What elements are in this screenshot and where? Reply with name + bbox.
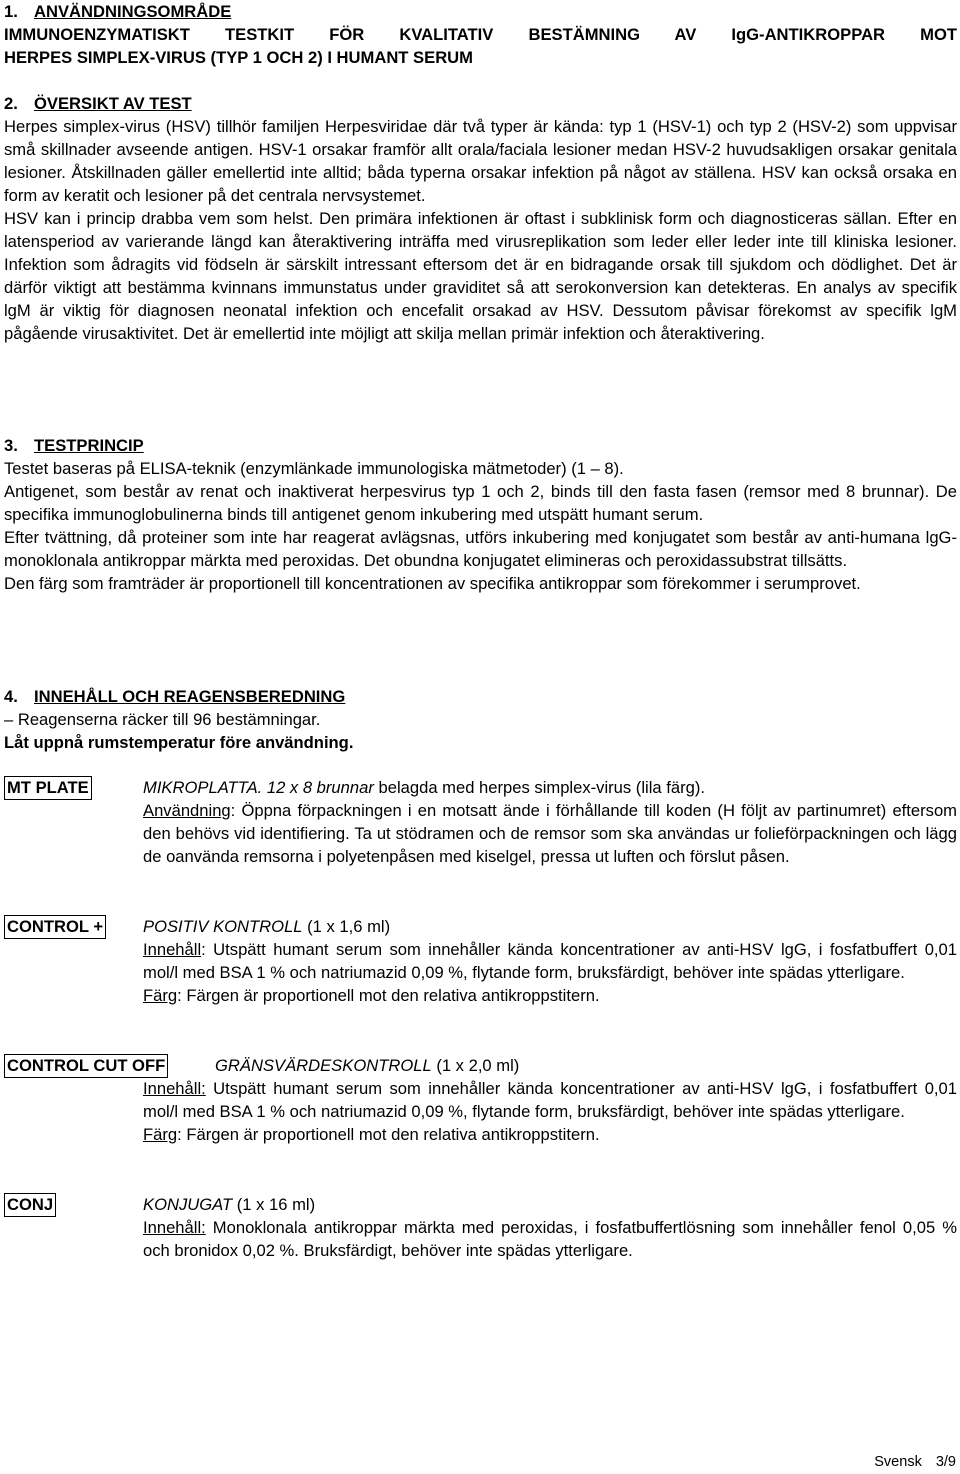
reagent-name: MIKROPLATTA. bbox=[143, 778, 263, 797]
reagent-count-note: – Reagenserna räcker till 96 bestämningar. bbox=[4, 710, 321, 729]
reagent-title-line bbox=[143, 1193, 957, 1216]
section-3-heading bbox=[4, 434, 957, 457]
content-label: Innehåll: bbox=[143, 1079, 206, 1098]
section-title: ANVÄNDNINGSOMRÅDE bbox=[34, 2, 232, 21]
reagent-desc: belagda med herpes simplex-virus (lila färg). bbox=[373, 778, 705, 797]
section-4-heading bbox=[4, 685, 957, 708]
page-footer bbox=[874, 1451, 956, 1474]
section-number: 4. bbox=[4, 687, 18, 706]
section-3 bbox=[4, 434, 957, 595]
product-title-line-1: IMMUNOENZYMATISKT TESTKIT FÖR KVALITATIV BESTÄMNING AV IgG-ANTIKROPPAR MOT bbox=[4, 25, 957, 44]
section-2 bbox=[4, 92, 957, 345]
principle-paragraph-1: Testet baseras på ELISA-teknik (enzymlänkade immunologiska mätmetoder) (1 – 8). bbox=[4, 459, 624, 478]
section-1-heading bbox=[4, 0, 957, 23]
reagent-symbol-label: MT PLATE bbox=[4, 776, 92, 800]
footer-language: Svensk bbox=[874, 1454, 922, 1470]
reagent-title-line bbox=[143, 915, 957, 938]
principle-paragraph-4: Den färg som framträder är proportionell till koncentrationen av specifika antikroppar som förekommer i serumprovet. bbox=[4, 574, 861, 593]
color-text: : Färgen är proportionell mot den relativa antikroppstitern. bbox=[177, 1125, 600, 1144]
reagent-usage bbox=[143, 799, 957, 868]
reagent-content bbox=[143, 1077, 957, 1123]
reagent-quantity: (1 x 1,6 ml) bbox=[302, 917, 391, 936]
reagent-name: GRÄNSVÄRDESKONTROLL bbox=[215, 1056, 432, 1075]
color-label: Färg bbox=[143, 986, 178, 1005]
usage-label: Användning bbox=[143, 801, 231, 820]
section-2-heading bbox=[4, 92, 957, 115]
section-number: 2. bbox=[4, 94, 18, 113]
reagent-spec: 12 x 8 brunnar bbox=[262, 778, 374, 797]
reagent-description bbox=[143, 1193, 957, 1262]
overview-text-a: Herpes simplex-virus (HSV) tillhör familjen Herpesviridae där två typer är kända: typ 1 (HSV-1) och typ 2 (HSV-2) som uppvisar små skillnader avseende antigen. bbox=[4, 117, 957, 159]
section-title: INNEHÅLL OCH REAGENSBEREDNING bbox=[34, 687, 346, 706]
content-text: Monoklonala antikroppar märkta med peroxidas, i fosfatbuffertlösning som innehåller fenol 0,05 % och bronidox 0,02 %. Bruksfärdigt, behöver inte spädas ytterligare. bbox=[143, 1218, 957, 1260]
content-label: Innehåll: bbox=[143, 1218, 206, 1237]
section-number: 3. bbox=[4, 436, 18, 455]
overview-paragraph-2: HSV kan i princip drabba vem som helst. Den primära infektionen är oftast i subklinisk form och diagnosticeras sällan. Efter en latensperiod av varierande längd kan återaktivering inträffa med virusreplikation som leder eller leder inte till kliniska lesioner. Infektion som ådragits vid födseln är särskilt intressant eftersom det är en bidragande orsak till sjukdom och dödlighet. Det är därför viktigt att bestämma kvinnans immunstatus under graviditet så att serokonversion kan detekteras. En analys av specifik lgM är viktig för diagnosen neonatal infektion och encefalit orsakad av HSV. Dessutom påvisar förekomst av specifik lgM pågående virusaktivitet. Det är emellertid inte möjligt att skilja mellan primär infektion och återaktivering. bbox=[4, 209, 957, 343]
reagent-quantity: (1 x 2,0 ml) bbox=[431, 1056, 520, 1075]
reagent-symbol-label: CONJ bbox=[4, 1193, 56, 1217]
content-label: Innehåll bbox=[143, 940, 202, 959]
reagent-description bbox=[143, 915, 957, 1007]
section-4 bbox=[4, 685, 957, 754]
footer-page-number: 3/9 bbox=[935, 1454, 956, 1470]
content-text: Utspätt humant serum som innehåller kända koncentrationer av anti-HSV lgG, i fosfatbuffert 0,01 mol/l med BSA 1 % och natriumazid 0,09 %, flytande form, bruksfärdigt, behöver inte spädas ytterligare. bbox=[143, 1079, 957, 1121]
reagent-title-line bbox=[143, 1054, 957, 1077]
reagent-quantity: (1 x 16 ml) bbox=[232, 1195, 316, 1214]
section-1 bbox=[4, 0, 957, 69]
section-number: 1. bbox=[4, 2, 18, 21]
reagent-name: POSITIV KONTROLL bbox=[143, 917, 303, 936]
reagent-name: KONJUGAT bbox=[143, 1195, 233, 1214]
reagent-content bbox=[143, 938, 957, 984]
principle-paragraph-3: Efter tvättning, då proteiner som inte har reagerat avlägsnas, utförs inkubering med konjugatet som består av anti-humana lgG-monoklonala antikroppar märkta med peroxidas. Det obundna konjugatet elimineras och peroxidassubstrat tillsätts. bbox=[4, 528, 957, 570]
principle-paragraph-2: Antigenet, som består av renat och inaktiverat herpesvirus typ 1 och 2, binds till den fasta fasen (remsor med 8 brunnar). De specifika immunoglobulinerna binds till antigenet genom inkubering med utspätt humant serum. bbox=[4, 482, 957, 524]
reagent-description bbox=[143, 1054, 957, 1146]
content-text: : Utspätt humant serum som innehåller kända koncentrationer av anti-HSV lgG, i fosfatbuffert 0,01 mol/l med BSA 1 % och natriumazid 0,09 %, flytande form, bruksfärdigt, behöver inte spädas ytterligare. bbox=[143, 940, 957, 982]
reagent-description bbox=[143, 776, 957, 868]
reagent-color bbox=[143, 984, 957, 1007]
color-label: Färg bbox=[143, 1125, 178, 1144]
section-title: ÖVERSIKT AV TEST bbox=[34, 94, 192, 113]
reagent-title-line bbox=[143, 776, 957, 799]
product-title-line-2: HERPES SIMPLEX-VIRUS (TYP 1 OCH 2) I HUMANT SERUM bbox=[4, 48, 473, 67]
color-text: : Färgen är proportionell mot den relativa antikroppstitern. bbox=[177, 986, 600, 1005]
overview-paragraph-1 bbox=[4, 115, 957, 207]
overview-text-b: HSV-1 orsakar framför allt orala/faciala lesioner medan HSV-2 huvudsakligen orsakar genitala lesioner. Åtskillnaden gäller emellertid inte alltid; båda typerna orsakar infektion på något av ställena. HSV kan också orsaka en form av keratit och lesioner på det centrala nervsystemet. bbox=[4, 140, 957, 205]
usage-text: : Öppna förpackningen i en motsatt ände i förhållande till koden (H följt av partinumret) eftersom den behövs vid identifiering. Ta ut stödramen och de remsor som ska användas ur folieförpackningen och lägg de oanvända remsorna i polyetenpåsen med kiselgel, pressa ut luften och förslut påsen. bbox=[143, 801, 957, 866]
reagent-content bbox=[143, 1216, 957, 1262]
reagent-color bbox=[143, 1123, 957, 1146]
reagent-symbol-label: CONTROL CUT OFF bbox=[4, 1054, 168, 1078]
room-temperature-note: Låt uppnå rumstemperatur före användning. bbox=[4, 733, 354, 752]
section-title: TESTPRINCIP bbox=[34, 436, 144, 455]
reagent-symbol-label: CONTROL + bbox=[4, 915, 106, 939]
